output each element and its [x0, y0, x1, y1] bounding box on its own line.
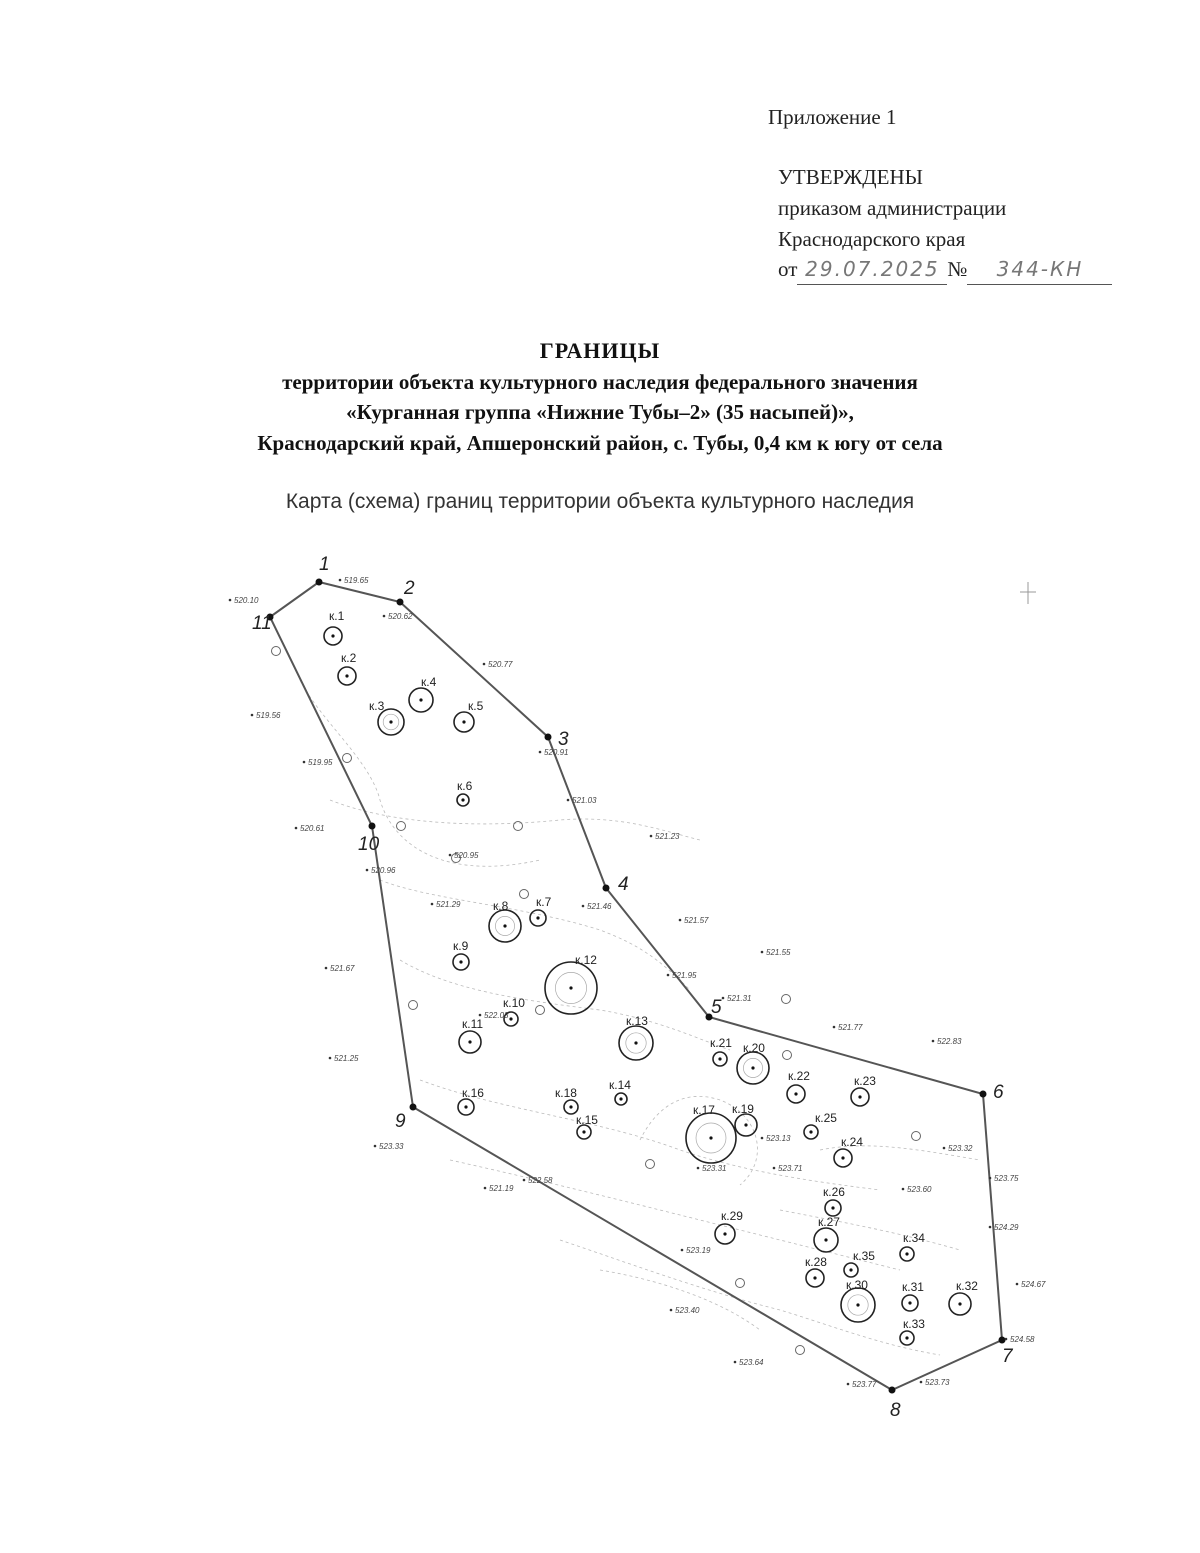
- elevation-label: 523.40: [675, 1306, 700, 1315]
- mound-label: к.34: [903, 1231, 925, 1245]
- elevation-dot: [366, 869, 369, 872]
- elevation-dot: [650, 835, 653, 838]
- mound: [609, 1078, 631, 1105]
- elevation-label: 523.33: [379, 1142, 404, 1151]
- elevation-dot: [722, 997, 725, 1000]
- mound: [805, 1255, 827, 1287]
- survey-marker: [646, 1160, 655, 1169]
- elevation-dot: [483, 663, 486, 666]
- mound-label: к.27: [818, 1215, 840, 1229]
- mound-center: [464, 1105, 467, 1108]
- mound: [834, 1135, 863, 1167]
- elevation-dot: [479, 1014, 482, 1017]
- mound: [324, 609, 345, 645]
- mound-label: к.4: [421, 675, 437, 689]
- elevation-dot: [567, 799, 570, 802]
- vertex-point: [603, 885, 610, 892]
- vertex-label: 3: [558, 729, 569, 750]
- mound: [454, 699, 484, 732]
- survey-marker: [397, 822, 406, 831]
- survey-marker: [912, 1132, 921, 1141]
- vertex-label: 6: [993, 1082, 1004, 1103]
- mound-center: [462, 720, 465, 723]
- elevation-label: 521.29: [436, 900, 461, 909]
- elevation-label: 522.83: [937, 1037, 962, 1046]
- mound: [619, 1014, 653, 1060]
- vertex-label: 9: [395, 1111, 406, 1132]
- date-prefix: от: [778, 257, 798, 281]
- mound: [457, 779, 473, 806]
- north-mark-icon: [1020, 582, 1036, 604]
- mound-label: к.35: [853, 1249, 875, 1263]
- date-handwritten: 29.07.2025: [797, 254, 947, 285]
- elevation-label: 520.10: [234, 596, 259, 605]
- mound: [489, 899, 521, 942]
- elevation-dot: [582, 905, 585, 908]
- title-line-2: территории объекта культурного наследия федерального значения: [282, 370, 918, 394]
- mound-markers: [324, 609, 978, 1345]
- mound-label: к.14: [609, 1078, 631, 1092]
- mound-center: [744, 1123, 747, 1126]
- mound-center: [569, 986, 572, 989]
- elevation-label: 520.62: [388, 612, 413, 621]
- elevation-dot: [670, 1309, 673, 1312]
- mound-center: [536, 916, 539, 919]
- mound-label: к.22: [788, 1069, 810, 1083]
- mound: [841, 1278, 875, 1322]
- contour-line: [330, 800, 700, 840]
- elevation-label: 523.75: [994, 1174, 1019, 1183]
- mound-label: к.18: [555, 1086, 577, 1100]
- elevation-dot: [667, 974, 670, 977]
- mound-center: [345, 674, 348, 677]
- mound: [787, 1069, 810, 1103]
- elevation-label: 524.58: [1010, 1335, 1035, 1344]
- mound-label: к.9: [453, 939, 469, 953]
- mound: [576, 1113, 598, 1139]
- mound: [453, 939, 469, 970]
- mound-center: [813, 1276, 816, 1279]
- mound-label: к.1: [329, 609, 345, 623]
- vertex-point: [999, 1337, 1006, 1344]
- region-label: Краснодарского края: [778, 227, 966, 251]
- elevation-label: 522.58: [528, 1176, 553, 1185]
- mound-center: [905, 1252, 908, 1255]
- mound-label: к.30: [846, 1278, 868, 1292]
- survey-marker: [782, 995, 791, 1004]
- title-line-3: «Курганная группа «Нижние Тубы–2» (35 насыпей)»,: [346, 400, 854, 424]
- mound: [851, 1074, 876, 1106]
- mound-label: к.31: [902, 1280, 924, 1294]
- mound-center: [905, 1336, 908, 1339]
- elevation-label: 521.67: [330, 964, 355, 973]
- elevation-dot: [932, 1040, 935, 1043]
- mound-label: к.23: [854, 1074, 876, 1088]
- mound-label: к.7: [536, 895, 552, 909]
- mound: [949, 1279, 978, 1315]
- contour-line: [600, 1270, 760, 1330]
- survey-marker: [520, 890, 529, 899]
- mound-center: [419, 698, 422, 701]
- mound-label: к.32: [956, 1279, 978, 1293]
- elevation-dot: [1016, 1283, 1019, 1286]
- elevation-dot: [761, 951, 764, 954]
- mound-center: [619, 1097, 622, 1100]
- title-line-4: Краснодарский край, Апшеронский район, с. Тубы, 0,4 км к югу от села: [257, 431, 943, 455]
- mound-label: к.25: [815, 1111, 837, 1125]
- elevation-label: 523.73: [925, 1378, 950, 1387]
- mound-label: к.33: [903, 1317, 925, 1331]
- elevation-dot: [449, 854, 452, 857]
- elevation-dot: [383, 615, 386, 618]
- mound-center: [709, 1136, 712, 1139]
- vertex-label: 11: [252, 613, 272, 634]
- mound: [900, 1231, 925, 1261]
- mound-label: к.10: [503, 996, 525, 1010]
- mound-center: [831, 1206, 834, 1209]
- mound-center: [718, 1057, 721, 1060]
- vertex-label: 2: [404, 578, 415, 599]
- elevation-label: 521.77: [838, 1023, 863, 1032]
- contour-line: [420, 1080, 880, 1190]
- elevation-dot: [920, 1381, 923, 1384]
- mound-label: к.12: [575, 953, 597, 967]
- elevation-label: 519.56: [256, 711, 281, 720]
- mound-label: к.3: [369, 699, 385, 713]
- vertex-label: 8: [890, 1400, 901, 1421]
- elevation-label: 519.65: [344, 576, 369, 585]
- elevation-dot: [339, 579, 342, 582]
- elevation-label: 521.95: [672, 971, 697, 980]
- elevation-dot: [734, 1361, 737, 1364]
- mound: [737, 1041, 769, 1084]
- number-handwritten: 344-КН: [967, 254, 1112, 285]
- mound: [823, 1185, 845, 1216]
- mound: [459, 1017, 483, 1053]
- mound: [409, 675, 437, 712]
- elevation-dot: [431, 903, 434, 906]
- elevation-dot: [697, 1167, 700, 1170]
- mound-center: [809, 1130, 812, 1133]
- survey-marker: [409, 1001, 418, 1010]
- mound-label: к.17: [693, 1103, 715, 1117]
- elevation-dot: [484, 1187, 487, 1190]
- survey-marker: [536, 1006, 545, 1015]
- elevation-dot: [679, 919, 682, 922]
- vertex-label: 1: [319, 554, 330, 575]
- elevation-points: [229, 576, 1046, 1389]
- survey-marker: [783, 1051, 792, 1060]
- elevation-label: 523.19: [686, 1246, 711, 1255]
- elevation-label: 521.31: [727, 994, 752, 1003]
- mound-label: к.20: [743, 1041, 765, 1055]
- mound-center: [841, 1156, 844, 1159]
- mound-label: к.29: [721, 1209, 743, 1223]
- mound-label: к.2: [341, 651, 357, 665]
- vertex-label: 5: [711, 997, 722, 1018]
- mound-center: [824, 1238, 827, 1241]
- vertex-point: [397, 599, 404, 606]
- mound-center: [503, 924, 506, 927]
- contour-line: [560, 1240, 940, 1355]
- mound: [530, 895, 552, 926]
- elevation-dot: [989, 1177, 992, 1180]
- mound-label: к.16: [462, 1086, 484, 1100]
- mound-center: [751, 1066, 754, 1069]
- mound: [545, 953, 597, 1014]
- appendix-label: Приложение 1: [768, 105, 897, 129]
- survey-marker: [343, 754, 352, 763]
- elevation-label: 520.77: [488, 660, 513, 669]
- elevation-label: 523.13: [766, 1134, 791, 1143]
- mound-center: [509, 1017, 512, 1020]
- mound-label: к.21: [710, 1036, 732, 1050]
- mound: [458, 1086, 484, 1115]
- mound: [710, 1036, 732, 1066]
- vertex-point: [369, 823, 376, 830]
- mound: [804, 1111, 837, 1139]
- elevation-dot: [833, 1026, 836, 1029]
- mound-center: [856, 1303, 859, 1306]
- mound: [900, 1317, 925, 1345]
- vertex-point: [980, 1091, 987, 1098]
- elevation-dot: [847, 1383, 850, 1386]
- elevation-label: 520.96: [371, 866, 396, 875]
- elevation-dot: [902, 1188, 905, 1191]
- elevation-dot: [325, 967, 328, 970]
- vertex-label: 10: [358, 834, 380, 855]
- elevation-label: 523.64: [739, 1358, 764, 1367]
- elevation-label: 523.77: [852, 1380, 877, 1389]
- elevation-label: 521.57: [684, 916, 709, 925]
- mound-center: [634, 1041, 637, 1044]
- elevation-dot: [303, 761, 306, 764]
- vertex-point: [889, 1387, 896, 1394]
- mound-center: [849, 1268, 852, 1271]
- mound-label: к.5: [468, 699, 484, 713]
- vertex-label: 7: [1002, 1346, 1013, 1367]
- document-title: ГРАНИЦЫ: [539, 338, 661, 363]
- elevation-label: 520.95: [454, 851, 479, 860]
- elevation-dot: [773, 1167, 776, 1170]
- contour-line: [780, 1210, 960, 1250]
- elevation-dot: [1005, 1338, 1008, 1341]
- elevation-label: 524.67: [1021, 1280, 1046, 1289]
- elevation-dot: [761, 1137, 764, 1140]
- elevation-label: 521.03: [572, 796, 597, 805]
- mound-center: [389, 720, 392, 723]
- mound-label: к.15: [576, 1113, 598, 1127]
- mound: [715, 1209, 743, 1244]
- mound: [338, 651, 357, 685]
- mound-center: [461, 798, 464, 801]
- mound-center: [794, 1092, 797, 1095]
- mound-label: к.6: [457, 779, 473, 793]
- mound-center: [459, 960, 462, 963]
- mound: [902, 1280, 924, 1311]
- survey-marker: [272, 647, 281, 656]
- elevation-dot: [943, 1147, 946, 1150]
- mound-label: к.13: [626, 1014, 648, 1028]
- elevation-label: 523.31: [702, 1164, 727, 1173]
- elevation-label: 521.46: [587, 902, 612, 911]
- elevation-dot: [989, 1226, 992, 1229]
- survey-marker: [736, 1279, 745, 1288]
- mound-label: к.28: [805, 1255, 827, 1269]
- vertex-point: [545, 734, 552, 741]
- mound-label: к.24: [841, 1135, 863, 1149]
- mound-center: [723, 1232, 726, 1235]
- mound-label: к.26: [823, 1185, 845, 1199]
- vertex-point: [316, 579, 323, 586]
- vertex-label: 4: [618, 874, 629, 895]
- elevation-dot: [251, 714, 254, 717]
- elevation-dot: [681, 1249, 684, 1252]
- mound-label: к.8: [493, 899, 509, 913]
- mound-center: [858, 1095, 861, 1098]
- survey-marker: [796, 1346, 805, 1355]
- by-order-label: приказом администрации: [778, 196, 1007, 220]
- mound: [369, 699, 404, 735]
- elevation-dot: [295, 827, 298, 830]
- elevation-dot: [523, 1179, 526, 1182]
- elevation-dot: [329, 1057, 332, 1060]
- elevation-label: 521.19: [489, 1184, 514, 1193]
- elevation-dot: [374, 1145, 377, 1148]
- elevation-dot: [539, 751, 542, 754]
- boundary-vertices: [252, 554, 1014, 1421]
- number-prefix: №: [947, 257, 968, 281]
- contour-line: [300, 680, 540, 866]
- elevation-label: 523.32: [948, 1144, 973, 1153]
- vertex-point: [410, 1104, 417, 1111]
- elevation-label: 523.60: [907, 1185, 932, 1194]
- mound-center: [582, 1130, 585, 1133]
- survey-marker: [514, 822, 523, 831]
- elevation-label: 523.71: [778, 1164, 803, 1173]
- mound: [814, 1215, 840, 1252]
- mound-label: к.11: [462, 1017, 484, 1031]
- elevation-label: 520.91: [544, 748, 569, 757]
- elevation-label: 520.61: [300, 824, 325, 833]
- small-circles: [272, 647, 921, 1355]
- mound-center: [468, 1040, 471, 1043]
- elevation-label: 521.25: [334, 1054, 359, 1063]
- elevation-label: 524.29: [994, 1223, 1019, 1232]
- map-subtitle: Карта (схема) границ территории объекта культурного наследия: [285, 490, 915, 513]
- mound-center: [958, 1302, 961, 1305]
- elevation-label: 521.55: [766, 948, 791, 957]
- mound-center: [569, 1105, 572, 1108]
- approved-label: УТВЕРЖДЕНЫ: [778, 165, 923, 189]
- elevation-label: 519.95: [308, 758, 333, 767]
- mound-label: к.19: [732, 1102, 754, 1116]
- mound: [555, 1086, 578, 1114]
- elevation-dot: [229, 599, 232, 602]
- elevation-label: 521.23: [655, 832, 680, 841]
- elevation-label: 522.03: [484, 1011, 509, 1020]
- mound-center: [331, 634, 334, 637]
- mound-center: [908, 1301, 911, 1304]
